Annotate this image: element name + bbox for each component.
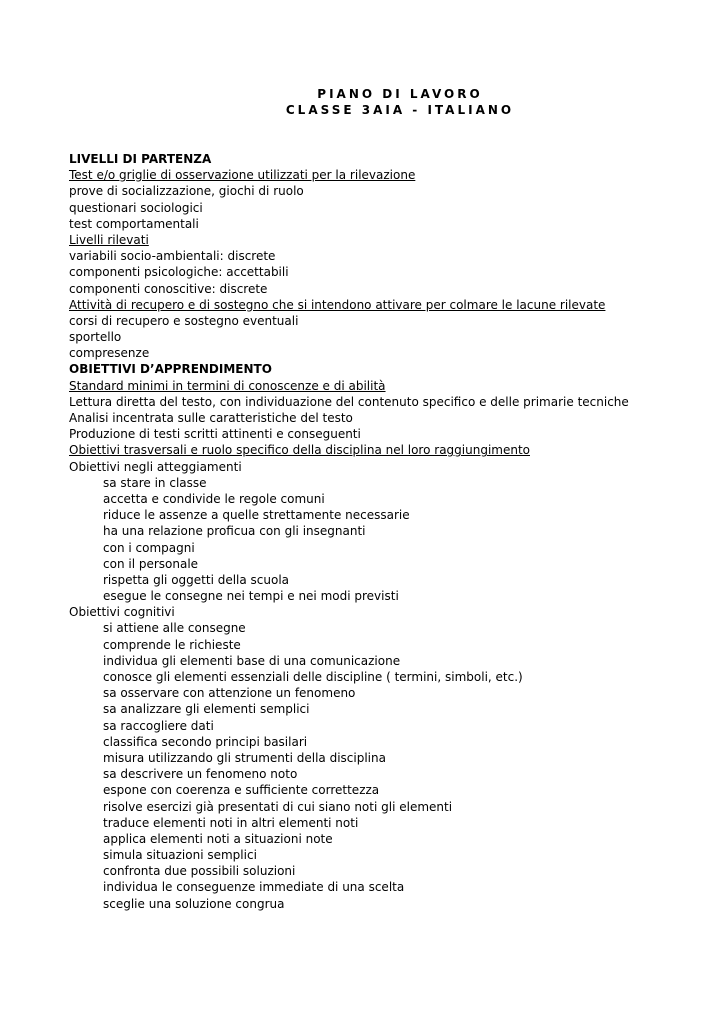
text-line: questionari sociologici (69, 200, 203, 215)
text-line: corsi di recupero e sostegno eventuali (69, 313, 299, 328)
list-item: comprende le richieste (103, 637, 241, 652)
list-item: accetta e condivide le regole comuni (103, 491, 325, 506)
subsection-heading: Attività di recupero e di sostegno che si intendono attivare per colmare le lacune rilevate (69, 297, 606, 312)
list-item: risolve esercizi già presentati di cui siano noti gli elementi (103, 799, 453, 814)
list-item: sa analizzare gli elementi semplici (103, 702, 310, 717)
subsection-heading: Test e/o griglie di osservazione utilizzati per la rilevazione (69, 168, 416, 183)
list-item: con i compagni (103, 540, 195, 555)
list-item: rispetta gli oggetti della scuola (103, 572, 290, 587)
subsection-heading: Livelli rilevati (69, 232, 149, 247)
list-item: classifica secondo principi basilari (103, 734, 308, 749)
list-item: riduce le assenze a quelle strettamente necessarie (103, 508, 410, 523)
text-line: compresenze (69, 346, 150, 361)
list-item: sa raccogliere dati (103, 718, 214, 733)
section-heading: LIVELLI DI PARTENZA (69, 152, 212, 166)
text-line: Obiettivi negli atteggiamenti (69, 459, 242, 474)
text-line: prove di socializzazione, giochi di ruolo (69, 184, 304, 199)
list-item: con il personale (103, 556, 199, 571)
list-item: individua gli elementi base di una comunicazione (103, 653, 401, 668)
subsection-heading: Obiettivi trasversali e ruolo specifico della disciplina nel loro raggiungimento (69, 443, 530, 458)
list-item: esegue le consegne nei tempi e nei modi previsti (103, 589, 399, 604)
subsection-heading: Standard minimi in termini di conoscenze e di abilità (69, 378, 386, 393)
text-line: test comportamentali (69, 216, 199, 231)
text-line: componenti conoscitive: discrete (69, 281, 268, 296)
list-item: individua le conseguenze immediate di una scelta (103, 880, 405, 895)
list-item: confronta due possibili soluzioni (103, 864, 296, 879)
text-line: Produzione di testi scritti attinenti e conseguenti (69, 427, 361, 442)
text-line: variabili socio-ambientali: discrete (69, 249, 276, 264)
list-item: sa stare in classe (103, 475, 207, 490)
text-line: Obiettivi cognitivi (69, 605, 175, 620)
text-line: Analisi incentrata sulle caratteristiche del testo (69, 411, 353, 425)
list-item: simula situazioni semplici (103, 848, 257, 863)
list-item: applica elementi noti a situazioni note (103, 831, 333, 846)
text-line: Lettura diretta del testo, con individuazione del contenuto specifico e delle primarie tecniche (69, 394, 629, 409)
text-line: componenti psicologiche: accettabili (69, 265, 289, 280)
list-item: conosce gli elementi essenziali delle discipline ( termini, simboli, etc.) (103, 670, 523, 684)
document-title: PIANO DI LAVORO (317, 87, 483, 101)
section-heading: OBIETTIVI D’APPRENDIMENTO (69, 362, 272, 377)
list-item: espone con coerenza e sufficiente correttezza (103, 783, 380, 798)
list-item: traduce elementi noti in altri elementi noti (103, 815, 359, 830)
list-item: sa descrivere un fenomeno noto (103, 767, 298, 782)
list-item: si attiene alle consegne (103, 621, 246, 636)
document-body (69, 151, 669, 912)
list-item: sceglie una soluzione congrua (103, 896, 285, 911)
list-item: sa osservare con attenzione un fenomeno (103, 686, 356, 701)
list-item: misura utilizzando gli strumenti della disciplina (103, 750, 386, 765)
text-line: sportello (69, 330, 122, 345)
document-subtitle: CLASSE 3AIA - ITALIANO (285, 103, 515, 117)
list-item: ha una relazione proficua con gli insegnanti (103, 524, 366, 539)
